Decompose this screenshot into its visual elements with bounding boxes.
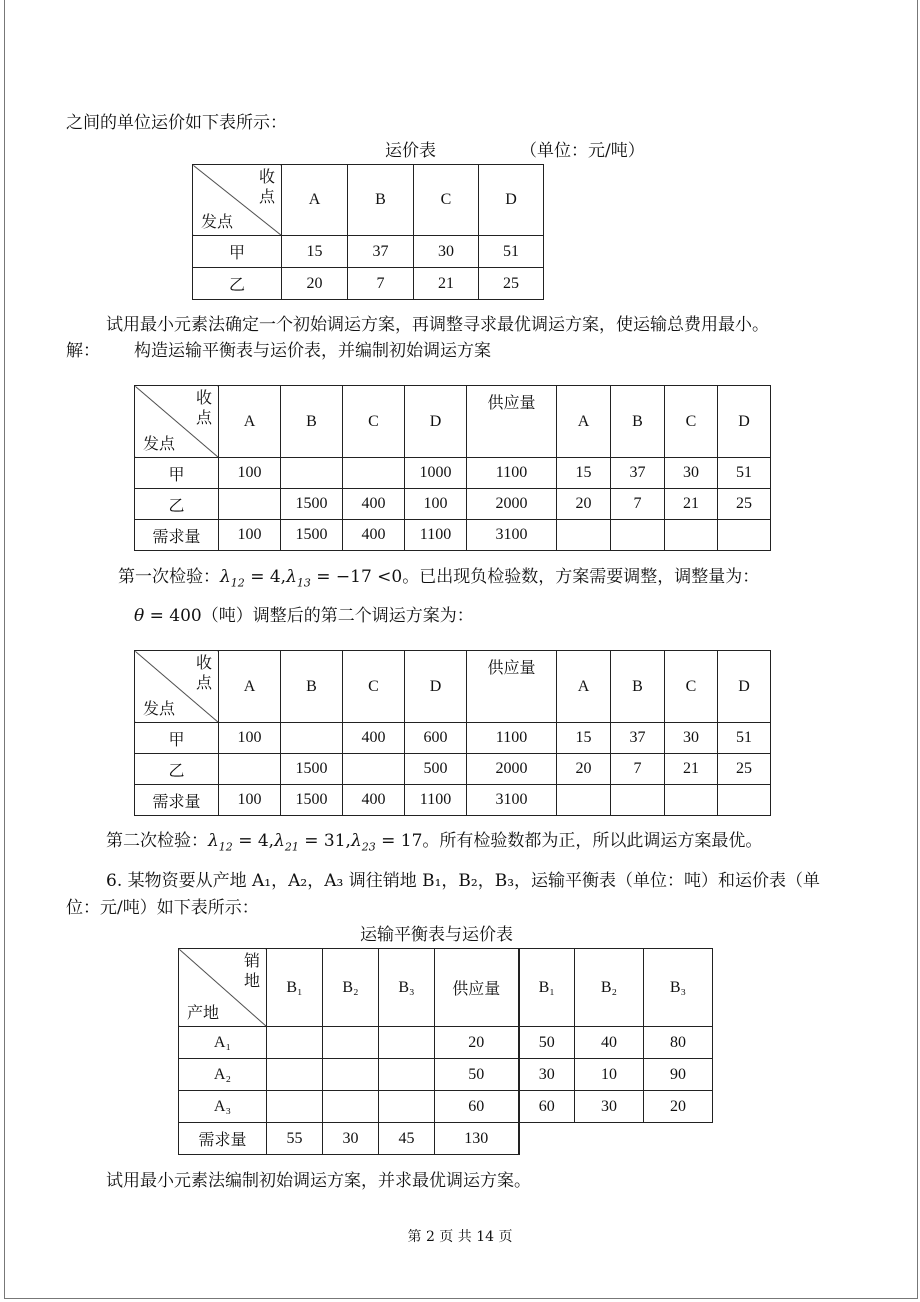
column-header: B₂ (575, 949, 644, 1027)
column-header: D (718, 651, 771, 723)
table-cell: 2000 (467, 489, 557, 520)
table-cell: 400 (343, 723, 405, 754)
table-cell (379, 1091, 435, 1123)
table-cell (665, 785, 718, 816)
table-cell: 60 (435, 1091, 519, 1123)
second-plan-table (134, 650, 771, 816)
table-row (193, 268, 544, 300)
row-label: 甲 (193, 236, 282, 268)
row-label: 需求量 (135, 785, 219, 816)
solution-text: 构造运输平衡表与运价表，并编制初始调运方案 (134, 341, 491, 361)
column-header: C (343, 651, 405, 723)
table-cell: 100 (405, 489, 467, 520)
table-cell: 51 (718, 723, 771, 754)
table-cell: 50 (519, 1027, 575, 1059)
check2-prefix: 第二次检验： (106, 831, 208, 851)
row-label: A₁ (179, 1027, 267, 1059)
column-header: D (479, 165, 544, 236)
column-header: C (665, 651, 718, 723)
column-header: D (405, 651, 467, 723)
corner-bottom-label: 发点 (143, 701, 176, 718)
table-row (135, 785, 771, 816)
corner-cell (135, 386, 219, 458)
table-cell: 400 (343, 489, 405, 520)
row-label: 乙 (135, 754, 219, 785)
table-cell (379, 1027, 435, 1059)
check1-line (118, 566, 759, 591)
table4-title: 运输平衡表与运价表 (360, 925, 513, 945)
table-cell: 25 (718, 489, 771, 520)
question-text: 试用最小元素法确定一个初始调运方案，再调整寻求最优调运方案，使运输总费用最小。 (106, 315, 769, 335)
table-cell: 3100 (467, 520, 557, 551)
lambda13-symbol: $\lambda_{13}$ (286, 567, 311, 590)
column-header: 供应量 (467, 651, 557, 723)
table-cell: 80 (644, 1027, 713, 1059)
table-cell: 15 (282, 236, 348, 268)
table-cell: 100 (219, 785, 281, 816)
column-header: B₃ (644, 949, 713, 1027)
column-header: D (718, 386, 771, 458)
check2-line (106, 830, 762, 855)
table-row (179, 1027, 713, 1059)
table-row (135, 754, 771, 785)
corner-cell (193, 165, 282, 236)
problem6-line1: 6. 某物资要从产地 A₁，A₂，A₃ 调往销地 B₁，B₂，B₃，运输平衡表（单位：吨）和运价表（单 (106, 871, 821, 891)
page-footer: 第 2 页 共 14 页 (407, 1229, 513, 1245)
table-cell (323, 1059, 379, 1091)
table-cell: 25 (718, 754, 771, 785)
table-cell (267, 1027, 323, 1059)
table-cell: 500 (405, 754, 467, 785)
table-cell (557, 785, 611, 816)
table-cell: 7 (348, 268, 414, 300)
check2-lambda21: = 31, (304, 831, 351, 851)
table-row (135, 520, 771, 551)
column-header: A (219, 386, 281, 458)
final-text: 试用最小元素法编制初始调运方案，并求最优调运方案。 (106, 1171, 531, 1191)
table-cell: 100 (219, 723, 281, 754)
row-label: A₂ (179, 1059, 267, 1091)
table-cell: 20 (282, 268, 348, 300)
check1-lambda12: = 4, (250, 567, 287, 587)
corner-top-label: 收 点 (195, 390, 212, 427)
corner-cell (179, 949, 267, 1027)
table-cell (343, 754, 405, 785)
table-cell (718, 520, 771, 551)
table-cell: 15 (557, 723, 611, 754)
table-cell: 50 (435, 1059, 519, 1091)
column-header: B (348, 165, 414, 236)
problem6-line2: 位：元/吨）如下表所示： (66, 898, 259, 918)
row-label: 甲 (135, 723, 219, 754)
table-cell: 7 (611, 489, 665, 520)
table-cell (267, 1059, 323, 1091)
lambda12b-symbol: $\lambda_{12}$ (208, 831, 233, 854)
table-cell: 100 (219, 520, 281, 551)
row-label: 乙 (193, 268, 282, 300)
table-cell: 100 (219, 458, 281, 489)
theta-suffix: （吨）调整后的第二个调运方案为： (201, 606, 474, 626)
column-header: B₂ (323, 949, 379, 1027)
initial-plan-table (134, 385, 771, 551)
column-header: C (414, 165, 479, 236)
corner-bottom-label: 产地 (187, 1005, 220, 1022)
row-label: 乙 (135, 489, 219, 520)
column-header: B₁ (519, 949, 575, 1027)
corner-top-label: 收 点 (258, 169, 275, 206)
table-cell: 1100 (405, 785, 467, 816)
table-row (135, 723, 771, 754)
column-header: 供应量 (435, 949, 519, 1027)
table-cell (379, 1059, 435, 1091)
table-cell: 600 (405, 723, 467, 754)
column-header: B₃ (379, 949, 435, 1027)
lambda12-symbol: $\lambda_{12}$ (220, 567, 245, 590)
table-cell: 21 (665, 754, 718, 785)
theta-symbol: θ (134, 606, 145, 626)
table-cell (281, 723, 343, 754)
table-cell: 60 (519, 1091, 575, 1123)
table-cell: 400 (343, 520, 405, 551)
table-cell: 10 (575, 1059, 644, 1091)
table1-unit: （单位：元/吨） (520, 141, 645, 161)
check1-prefix: 第一次检验： (118, 567, 220, 587)
column-header: 供应量 (467, 386, 557, 458)
row-label: 甲 (135, 458, 219, 489)
table-cell: 1500 (281, 754, 343, 785)
rate-table (192, 164, 544, 300)
table-cell: 51 (479, 236, 544, 268)
header-row (135, 386, 771, 458)
table-cell: 51 (718, 458, 771, 489)
table-cell: 55 (267, 1123, 323, 1155)
check2-lambda12: = 4, (238, 831, 275, 851)
table-cell: 30 (323, 1123, 379, 1155)
row-label: 需求量 (135, 520, 219, 551)
table-row (135, 489, 771, 520)
table-cell (611, 785, 665, 816)
table-cell: 1500 (281, 520, 343, 551)
balance-rate-table (178, 948, 713, 1155)
column-header: A (557, 386, 611, 458)
solution-label: 解： (66, 341, 100, 361)
table-cell: 1500 (281, 489, 343, 520)
table-cell: 1100 (467, 723, 557, 754)
table-cell: 21 (414, 268, 479, 300)
theta-line (134, 605, 474, 627)
column-header: B (281, 386, 343, 458)
table-cell: 20 (557, 489, 611, 520)
table-cell: 20 (435, 1027, 519, 1059)
table-cell: 30 (519, 1059, 575, 1091)
theta-value: = 400 (149, 606, 202, 626)
table-cell: 21 (665, 489, 718, 520)
check2-lambda23: = 17 (381, 831, 423, 851)
row-label: 需求量 (179, 1123, 267, 1155)
table-cell: 30 (414, 236, 479, 268)
corner-bottom-label: 发点 (201, 214, 234, 231)
table-cell: 40 (575, 1027, 644, 1059)
table-cell: 400 (343, 785, 405, 816)
column-header: A (282, 165, 348, 236)
table-cell: 37 (348, 236, 414, 268)
check1-lambda13: = −17 <0。 (316, 567, 420, 587)
lambda23-symbol: $\lambda_{23}$ (350, 831, 376, 854)
corner-top-label: 销 地 (243, 953, 260, 990)
row-label: A₃ (179, 1091, 267, 1123)
table-cell: 1100 (405, 520, 467, 551)
table-cell: 130 (435, 1123, 519, 1155)
table-cell (219, 754, 281, 785)
table-cell: 3100 (467, 785, 557, 816)
corner-top-label: 收 点 (195, 655, 212, 692)
table-row (179, 1123, 713, 1155)
table-cell: 30 (575, 1091, 644, 1123)
table-cell: 37 (611, 458, 665, 489)
table-cell: 20 (644, 1091, 713, 1123)
table-row (193, 236, 544, 268)
column-header: B (281, 651, 343, 723)
column-header: B (611, 386, 665, 458)
column-header: B₁ (267, 949, 323, 1027)
table-cell (665, 520, 718, 551)
column-header: A (219, 651, 281, 723)
table-cell: 25 (479, 268, 544, 300)
table-cell: 90 (644, 1059, 713, 1091)
table-row (179, 1091, 713, 1123)
table-cell (323, 1091, 379, 1123)
column-header: B (611, 651, 665, 723)
corner-bottom-label: 发点 (143, 436, 176, 453)
table-row (179, 1059, 713, 1091)
table-cell: 45 (379, 1123, 435, 1155)
corner-cell (135, 651, 219, 723)
header-row (135, 651, 771, 723)
intro-text: 之间的单位运价如下表所示： (66, 113, 287, 133)
table-cell: 30 (665, 458, 718, 489)
table-cell: 1100 (467, 458, 557, 489)
table1-title: 运价表 (385, 141, 436, 161)
table-cell: 15 (557, 458, 611, 489)
check1-suffix: 已出现负检验数，方案需要调整，调整量为： (419, 567, 760, 587)
column-header: D (405, 386, 467, 458)
table-cell: 20 (557, 754, 611, 785)
table-cell (343, 458, 405, 489)
table-cell: 2000 (467, 754, 557, 785)
header-row (179, 949, 713, 1027)
table-cell (219, 489, 281, 520)
column-header: A (557, 651, 611, 723)
table-cell: 1500 (281, 785, 343, 816)
table-row (135, 458, 771, 489)
table-cell (718, 785, 771, 816)
table-cell (557, 520, 611, 551)
table-cell: 37 (611, 723, 665, 754)
table-cell: 1000 (405, 458, 467, 489)
table-cell (611, 520, 665, 551)
check2-suffix: 。所有检验数都为正，所以此调运方案最优。 (422, 831, 763, 851)
table-cell: 30 (665, 723, 718, 754)
table-cell (323, 1027, 379, 1059)
table-cell (281, 458, 343, 489)
table-cell: 7 (611, 754, 665, 785)
empty-area (519, 1123, 713, 1155)
header-row (193, 165, 544, 236)
table-cell (267, 1091, 323, 1123)
column-header: C (343, 386, 405, 458)
lambda21-symbol: $\lambda_{21}$ (274, 831, 299, 854)
column-header: C (665, 386, 718, 458)
